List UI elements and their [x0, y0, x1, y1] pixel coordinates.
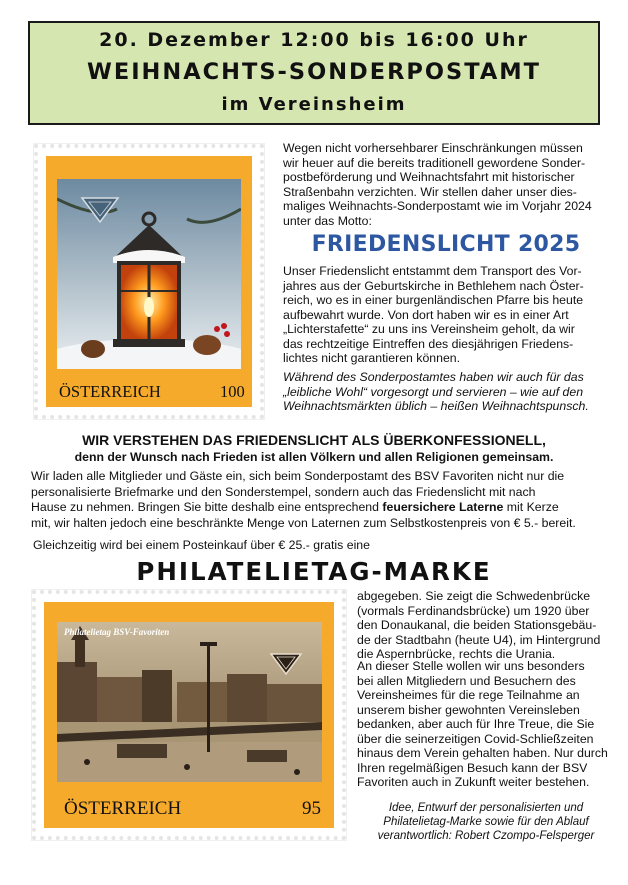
- lantern-requirement: feuersichere Laterne: [382, 500, 504, 514]
- stamp-country: ÖSTERREICH: [59, 382, 161, 401]
- motto-heading: FRIEDENSLICHT 2025: [311, 232, 581, 257]
- bridge-paragraph: abgegeben. Sie zeigt die Schwedenbrücke (vormals Ferdinandsbrücke) um 1920 über den Donaukanal, die beiden Stationsgebäu- de der Stadtbahn (heute U4), im Hintergrund die Aspernbrücke, rechts die Urania.: [357, 589, 601, 661]
- friedenslicht-paragraph: Unser Friedenslicht entstammt dem Transport des Vor- jahres aus der Geburtskirche in Bethlehem nach Öster- reich, wo es in einer burgenländischen Pfarre bis heute aufbewahrt wurde. Von dort haben wir es in einer Art „Lichterstafette“ zu uns ins Vereinsheim geholt, da wir das rechtzeitige Eintreffen des diesjährigen Friedens- lichtes nicht garantieren können.: [283, 264, 584, 365]
- invitation-paragraph: Wir laden alle Mitglieder und Gäste ein, sich beim Sonderpostamt des BSV Favoriten nicht nur die personalisierte Briefmarke und den Sonderstempel, sondern auch das Friedenslicht mit nach Hause zu nehmen. Bringen Sie bitte deshalb eine entsprechend feuersichere Laterne mit Kerze mit, wir halten jedoch eine beschränkte Menge von Laternen zum Selbstkostenpreis von € 5.- bereit.: [31, 469, 576, 530]
- stamp-inscription: Philatelietag BSV-Favoriten: [64, 627, 170, 637]
- gift-line: Gleichzeitig wird bei einem Posteinkauf über € 25.- gratis eine: [33, 538, 370, 552]
- lantern-stamp: [34, 144, 264, 419]
- stamp-triangle-badge-icon: [80, 196, 120, 224]
- intro-paragraph: Wegen nicht vorhersehbarer Einschränkungen müssen wir heuer auf die bereits traditionell gewordene Sonder- postbeförderung und Weihnachtsfahrt mit historischer Straßenbahn verzichten. Wir stellen daher unser dies- maliges Weihnachts-Sonderpostamt wie im Vorjahr 2024 unter das Motto:: [283, 141, 592, 228]
- stamp-value: 95: [302, 798, 321, 819]
- stamp-country: ÖSTERREICH: [64, 798, 182, 819]
- event-title: WEIHNACHTS-SONDERPOSTAMT: [87, 59, 541, 85]
- philatelietag-stamp: [32, 590, 346, 840]
- event-header-box: [28, 21, 600, 125]
- thanks-paragraph: An dieser Stelle wollen wir uns besonders bei allen Mitgliedern und Besuchern des Vereinsheimes für die rege Teilnahme an unserem bisher gewohnten Vereinsleben bedanken, aber auch für Ihre Treue, die Sie über die seinerzeitigen Covid-Schließzeiten hinaus dem Verein gehalten haben. Nur durch Ihren regelmäßigen Besuch kann der BSV Favoriten auch in Zukunft weiter bestehen.: [357, 659, 608, 789]
- credit-note: Idee, Entwurf der personalisierten und Philatelietag-Marke sowie für den Ablauf verantwortlich: Robert Czompo-Felsperger: [377, 802, 595, 842]
- schwedenbruecke-photo: [57, 622, 322, 782]
- punch-note: Während des Sonderpostamtes haben wir auch für das „leibliche Wohl“ vorgesorgt und servieren – wie auf den Weihnachtsmärkten üblich – heißen Weihnachtspunsch.: [283, 370, 589, 413]
- statement-subheading: denn der Wunsch nach Frieden ist allen Völkern und allen Religionen gemeinsam.: [74, 450, 554, 464]
- gift-stamp-title: PHILATELIETAG-MARKE: [136, 557, 492, 586]
- event-location: im Vereinsheim: [221, 94, 407, 115]
- stamp-value: 100: [220, 382, 245, 401]
- statement-heading: WIR VERSTEHEN DAS FRIEDENSLICHT ALS ÜBERKONFESSIONELL,: [82, 432, 546, 448]
- event-date: 20. Dezember 12:00 bis 16:00 Uhr: [99, 29, 529, 51]
- stamp-triangle-badge-icon: [269, 652, 303, 676]
